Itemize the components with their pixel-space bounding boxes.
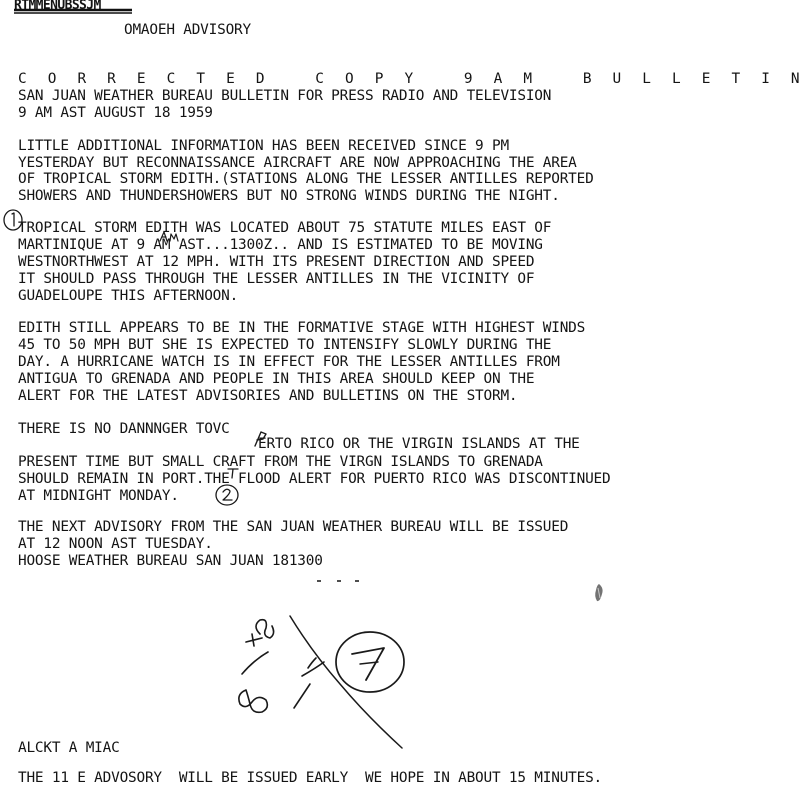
- p5-line-2: AT 12 NOON AST TUESDAY.: [18, 536, 213, 552]
- p4-line-1: THERE IS NO DANNNGER TOVC: [18, 421, 230, 437]
- p4-line-4: SHOULD REMAIN IN PORT.THE FLOOD ALERT FOR PUERTO RICO WAS DISCONTINUED: [18, 471, 611, 487]
- p3-line-4: ANTIGUA TO GRENADA AND PEOPLE IN THIS AREA SHOULD KEEP ON THE: [18, 371, 535, 387]
- footer-line-1: ALCKT A MIAC: [18, 740, 120, 756]
- p4-line-2: ERTO RICO OR THE VIRGIN ISLANDS AT THE: [258, 436, 580, 452]
- p1-line-2: YESTERDAY BUT RECONNAISSANCE AIRCRAFT ARE NOW APPROACHING THE AREA: [18, 155, 577, 171]
- p3-line-2: 45 TO 50 MPH BUT SHE IS EXPECTED TO INTENSIFY SLOWLY DURING THE: [18, 337, 552, 353]
- p2-line-1: TROPICAL STORM EDITH WAS LOCATED ABOUT 75 STATUTE MILES EAST OF: [18, 220, 552, 236]
- p5-line-3: HOOSE WEATHER BUREAU SAN JUAN 181300: [18, 553, 323, 569]
- header-code: RTMMENUBSSJM: [14, 0, 101, 13]
- p3-line-5: ALERT FOR THE LATEST ADVISORIES AND BULLETINS ON THE STORM.: [18, 388, 518, 404]
- p2-line-5: GUADELOUPE THIS AFTERNOON.: [18, 288, 239, 304]
- p1-line-1: LITTLE ADDITIONAL INFORMATION HAS BEEN RECEIVED SINCE 9 PM: [18, 138, 509, 154]
- bulletin-date-line: 9 AM AST AUGUST 18 1959: [18, 105, 213, 121]
- stray-marks: [315, 578, 365, 584]
- p3-line-3: DAY. A HURRICANE WATCH IS IN EFFECT FOR THE LESSER ANTILLES FROM: [18, 354, 560, 370]
- p2-line-2: MARTINIQUE AT 9 AM AST...1300Z.. AND IS ESTIMATED TO BE MOVING: [18, 237, 543, 253]
- p2-line-4: IT SHOULD PASS THROUGH THE LESSER ANTILLES IN THE VICINITY OF: [18, 271, 535, 287]
- smudge-mark: [592, 582, 606, 604]
- p1-line-4: SHOWERS AND THUNDERSHOWERS BUT NO STRONG WINDS DURING THE NIGHT.: [18, 188, 560, 204]
- footer-line-2: THE 11 E ADVOSORY WILL BE ISSUED EARLY WE HOPE IN ABOUT 15 MINUTES.: [18, 770, 603, 786]
- header-title: OMAOEH ADVISORY: [124, 22, 251, 38]
- p1-line-3: OF TROPICAL STORM EDITH.(STATIONS ALONG THE LESSER ANTILLES REPORTED: [18, 171, 594, 187]
- corrected-copy-line: C O R R E C T E D C O P Y 9 A M B U L L E T I N: [18, 71, 806, 87]
- p2-line-3: WESTNORTHWEST AT 12 MPH. WITH ITS PRESENT DIRECTION AND SPEED: [18, 254, 535, 270]
- p4-line-3: PRESENT TIME BUT SMALL CRAFT FROM THE VIRGN ISLANDS TO GRENADA: [18, 454, 543, 470]
- p3-line-1: EDITH STILL APPEARS TO BE IN THE FORMATIVE STAGE WITH HIGHEST WINDS: [18, 320, 586, 336]
- p5-line-1: THE NEXT ADVISORY FROM THE SAN JUAN WEATHER BUREAU WILL BE ISSUED: [18, 519, 569, 535]
- bulletin-source-line: SAN JUAN WEATHER BUREAU BULLETIN FOR PRESS RADIO AND TELEVISION: [18, 88, 552, 104]
- p4-line-5: AT MIDNIGHT MONDAY.: [18, 488, 179, 504]
- overstrike-mark: [14, 6, 132, 16]
- handwritten-date-signature: [232, 612, 412, 752]
